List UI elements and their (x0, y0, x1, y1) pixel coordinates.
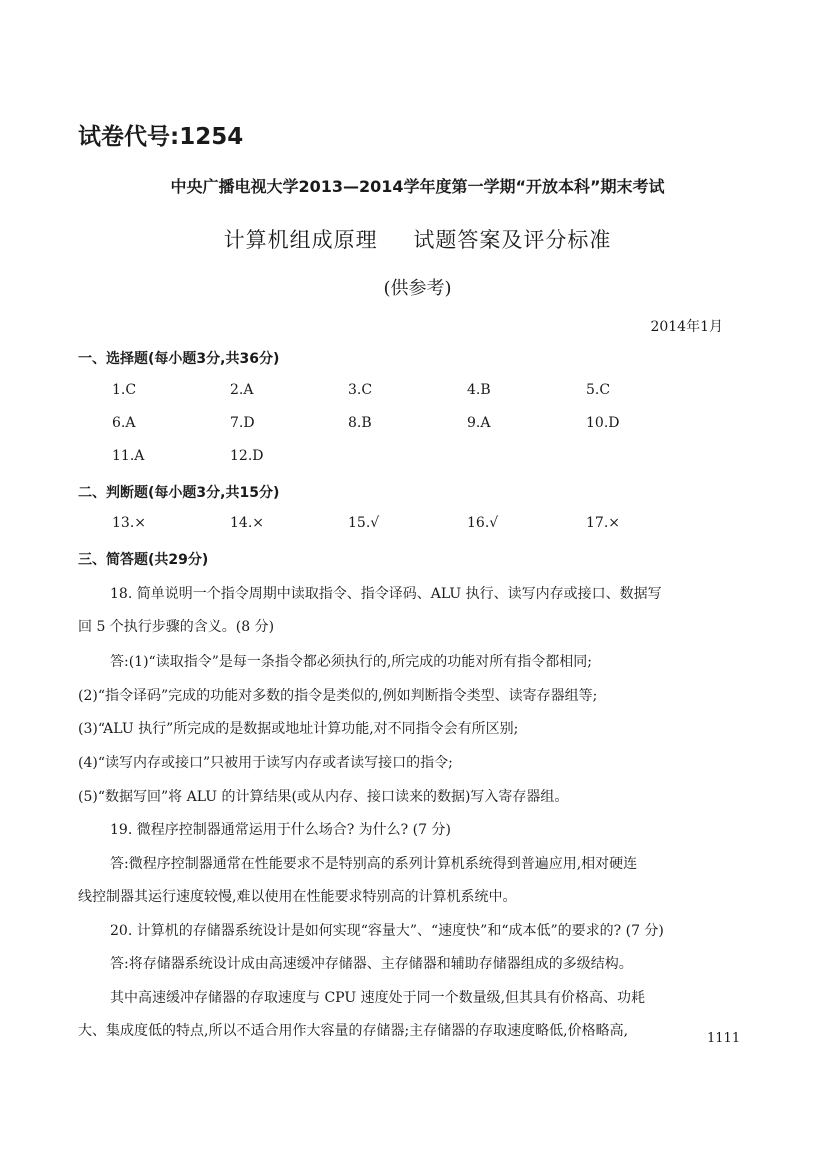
answer-item: 2.A (230, 382, 254, 398)
answer-item: 8.B (348, 415, 372, 431)
answer-item: 1.C (112, 382, 137, 398)
answer-item: 11.A (112, 448, 145, 464)
answer-20-line: 其中高速缓冲存储器的存取速度与 CPU 速度处于同一个数量级,但其具有价格高、功耗 (110, 990, 646, 1006)
answer-20-line: 大、集成度低的特点,所以不适合用作大容量的存储器;主存储器的存取速度略低,价格略高, (78, 1023, 629, 1039)
answer-row (112, 448, 712, 481)
course-name: 计算机组成原理 (223, 228, 378, 252)
answer-item: 6.A (112, 415, 136, 431)
answer-item: 10.D (586, 415, 620, 431)
answer-18-line: (4)“读写内存或接口”只被用于读写内存或者读写接口的指令; (78, 755, 453, 771)
answer-19-line: 答:微程序控制器通常在性能要求不是特别高的系列计算机系统得到普遍应用,相对硬连 (110, 856, 638, 872)
paper-code: 试卷代号:1254 (78, 124, 244, 150)
question-18-text: 18. 简单说明一个指令周期中读取指令、指令译码、ALU 执行、读写内存或接口、数据写 (110, 586, 662, 602)
answer-item: 12.D (230, 448, 264, 464)
answer-item: 9.A (467, 415, 491, 431)
answer-row (112, 415, 712, 448)
answer-item: 7.D (230, 415, 255, 431)
answer-18-line: 答:(1)“读取指令”是每一条指令都必须执行的,所完成的功能对所有指令都相同; (110, 654, 593, 670)
section-1-heading: 一、选择题(每小题3分,共36分) (78, 351, 280, 367)
page-number: 1111 (707, 1031, 741, 1046)
answer-19-line: 线控制器其运行速度较慢,难以使用在性能要求特别高的计算机系统中。 (78, 889, 517, 905)
answer-item: 3.C (348, 382, 373, 398)
answer-row (112, 515, 712, 548)
answer-20-line: 答:将存储器系统设计成由高速缓冲存储器、主存储器和辅助存储器组成的多级结构。 (110, 956, 633, 972)
answer-18-line: (3)“ALU 执行”所完成的是数据或地址计算功能,对不同指令会有所区别; (78, 721, 519, 737)
question-18-text-cont: 回 5 个执行步骤的含义。(8 分) (78, 619, 275, 635)
section-2-answers (112, 515, 712, 548)
document-date: 2014年1月 (650, 319, 723, 335)
answer-item: 15.√ (348, 515, 380, 531)
answer-18-line: (2)“指令译码”完成的功能对多数的指令是类似的,例如判断指令类型、读寄存器组等; (78, 688, 598, 704)
exam-title: 中央广播电视大学2013—2014学年度第一学期“开放本科”期末考试 (170, 177, 665, 196)
answer-item: 13.× (112, 515, 146, 531)
answer-item: 4.B (467, 382, 491, 398)
section-2-heading: 二、判断题(每小题3分,共15分) (78, 485, 280, 501)
answer-item: 14.× (230, 515, 264, 531)
answer-row (112, 382, 712, 415)
answer-item: 16.√ (467, 515, 499, 531)
question-19-text: 19. 微程序控制器通常运用于什么场合? 为什么? (7 分) (110, 822, 451, 838)
answer-item: 17.× (586, 515, 620, 531)
answer-18-line: (5)“数据写回”将 ALU 的计算结果(或从内存、接口读来的数据)写入寄存器组。 (78, 789, 569, 805)
document-type: 试题答案及评分标准 (413, 228, 612, 252)
document-title (0, 224, 835, 254)
section-1-answers (112, 382, 712, 481)
question-20-text: 20. 计算机的存储器系统设计是如何实现“容量大”、“速度快”和“成本低”的要求的? (7 分) (110, 923, 664, 939)
answer-item: 5.C (586, 382, 611, 398)
reference-note: (供参考) (383, 278, 452, 299)
section-3-heading: 三、简答题(共29分) (78, 552, 209, 568)
